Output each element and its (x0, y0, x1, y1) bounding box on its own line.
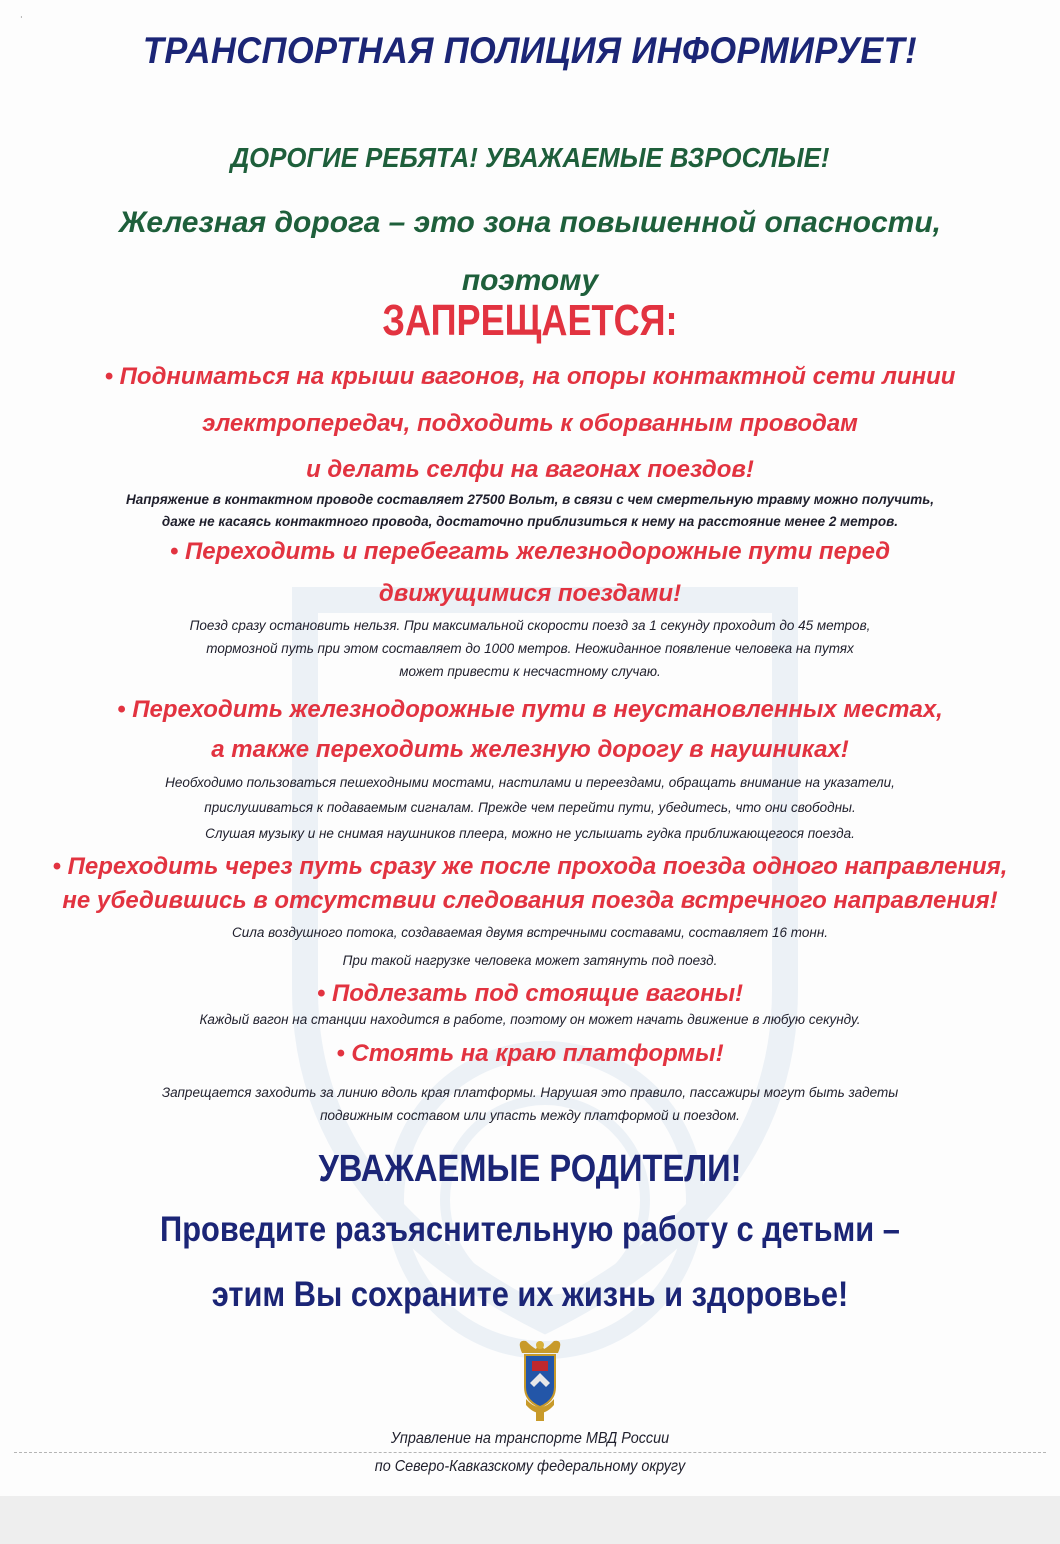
advice-line-1: Проведите разъяснительную работу с детьми – (160, 1210, 900, 1249)
rule-6-note-1: Запрещается заходить за линию вдоль края платформы. Нарушая это правило, пассажиры могут быть задеты (161, 1085, 899, 1100)
rule-3-line-2: а также переходить железную дорогу в наушниках! (211, 736, 849, 763)
rule-1-note-1: Напряжение в контактном проводе составляет 27500 Вольт, в связи с чем смертельную травму можно получить, (125, 492, 934, 507)
bottom-margin (0, 1496, 1060, 1544)
intro-line-2: поэтому (461, 264, 599, 297)
corner-mark: ˙ (20, 14, 24, 28)
rule-2-line-1: • Переходить и перебегать железнодорожные пути перед (169, 538, 891, 565)
advice-line-2: этим Вы сохраните их жизнь и здоровье! (211, 1275, 849, 1314)
forbidden-heading: ЗАПРЕЩАЕТСЯ: (382, 296, 678, 345)
rule-1-line-3: и делать селфи на вагонах поездов! (306, 456, 754, 483)
rule-4-line-1: • Переходить через путь сразу же после прохода поезда одного направления, (52, 853, 1008, 880)
intro-line-1: Железная дорога – это зона повышенной опасности, (118, 206, 942, 239)
rule-2-note-3: может привести к несчастному случаю. (399, 664, 661, 679)
parents-heading: УВАЖАЕМЫЕ РОДИТЕЛИ! (318, 1148, 742, 1190)
rule-2-line-2: движущимися поездами! (378, 580, 682, 607)
intro (0, 194, 1060, 310)
page-title: ТРАНСПОРТНАЯ ПОЛИЦИЯ ИНФОРМИРУЕТ! (142, 30, 918, 71)
rule-1-note-2: даже не касаясь контактного провода, достаточно приблизиться к нему на расстояние менее 2 метров. (161, 514, 899, 529)
dashed-divider (14, 1452, 1046, 1453)
rule-4-line-2: не убедившись в отсутствии следования поезда встречного направления! (62, 887, 998, 914)
rule-2-note-2: тормозной путь при этом составляет до 1000 метров. Неожиданное появление человека на путях (206, 641, 854, 656)
rule-2-note-1: Поезд сразу остановить нельзя. При максимальной скорости поезд за 1 секунду проходит до 45 метров, (189, 618, 871, 633)
org-line-2: по Северо-Кавказскому федеральному округу (374, 1458, 686, 1475)
greeting: ДОРОГИЕ РЕБЯТА! УВАЖАЕМЫЕ ВЗРОСЛЫЕ! (230, 142, 830, 173)
rule-5-line-1: • Подлезать под стоящие вагоны! (316, 980, 744, 1007)
rule-3-note-3: Слушая музыку и не снимая наушников плеера, можно не услышать гудка приближающегося поезда. (205, 826, 855, 841)
rule-6-line-1: • Стоять на краю платформы! (336, 1040, 724, 1067)
rule-1-line-1: • Подниматься на крыши вагонов, на опоры контактной сети линии (104, 363, 956, 390)
rule-1-line-2: электропередач, подходить к оборванным проводам (202, 410, 858, 437)
rule-4-note-2: При такой нагрузке человека может затянуть под поезд. (342, 953, 718, 968)
rule-5-note-1: Каждый вагон на станции находится в работе, поэтому он может начать движение в любую секунду. (199, 1012, 861, 1027)
org-line-1: Управление на транспорте МВД России (390, 1430, 670, 1447)
rule-4-note-1: Сила воздушного потока, создаваемая двумя встречными составами, составляет 16 тонн. (231, 925, 829, 940)
rule-6-note-2: подвижным составом или упасть между платформой и поездом. (320, 1108, 740, 1123)
rule-3-note-1: Необходимо пользоваться пешеходными мостами, настилами и переездами, обращать внимание на указатели, (165, 775, 895, 790)
mvd-emblem-icon (512, 1335, 568, 1425)
rule-3-line-1: • Переходить железнодорожные пути в неустановленных местах, (117, 696, 943, 723)
rule-3-note-2: прислушиваться к подаваемым сигналам. Прежде чем перейти пути, убедитесь, что они свободны. (204, 800, 856, 815)
